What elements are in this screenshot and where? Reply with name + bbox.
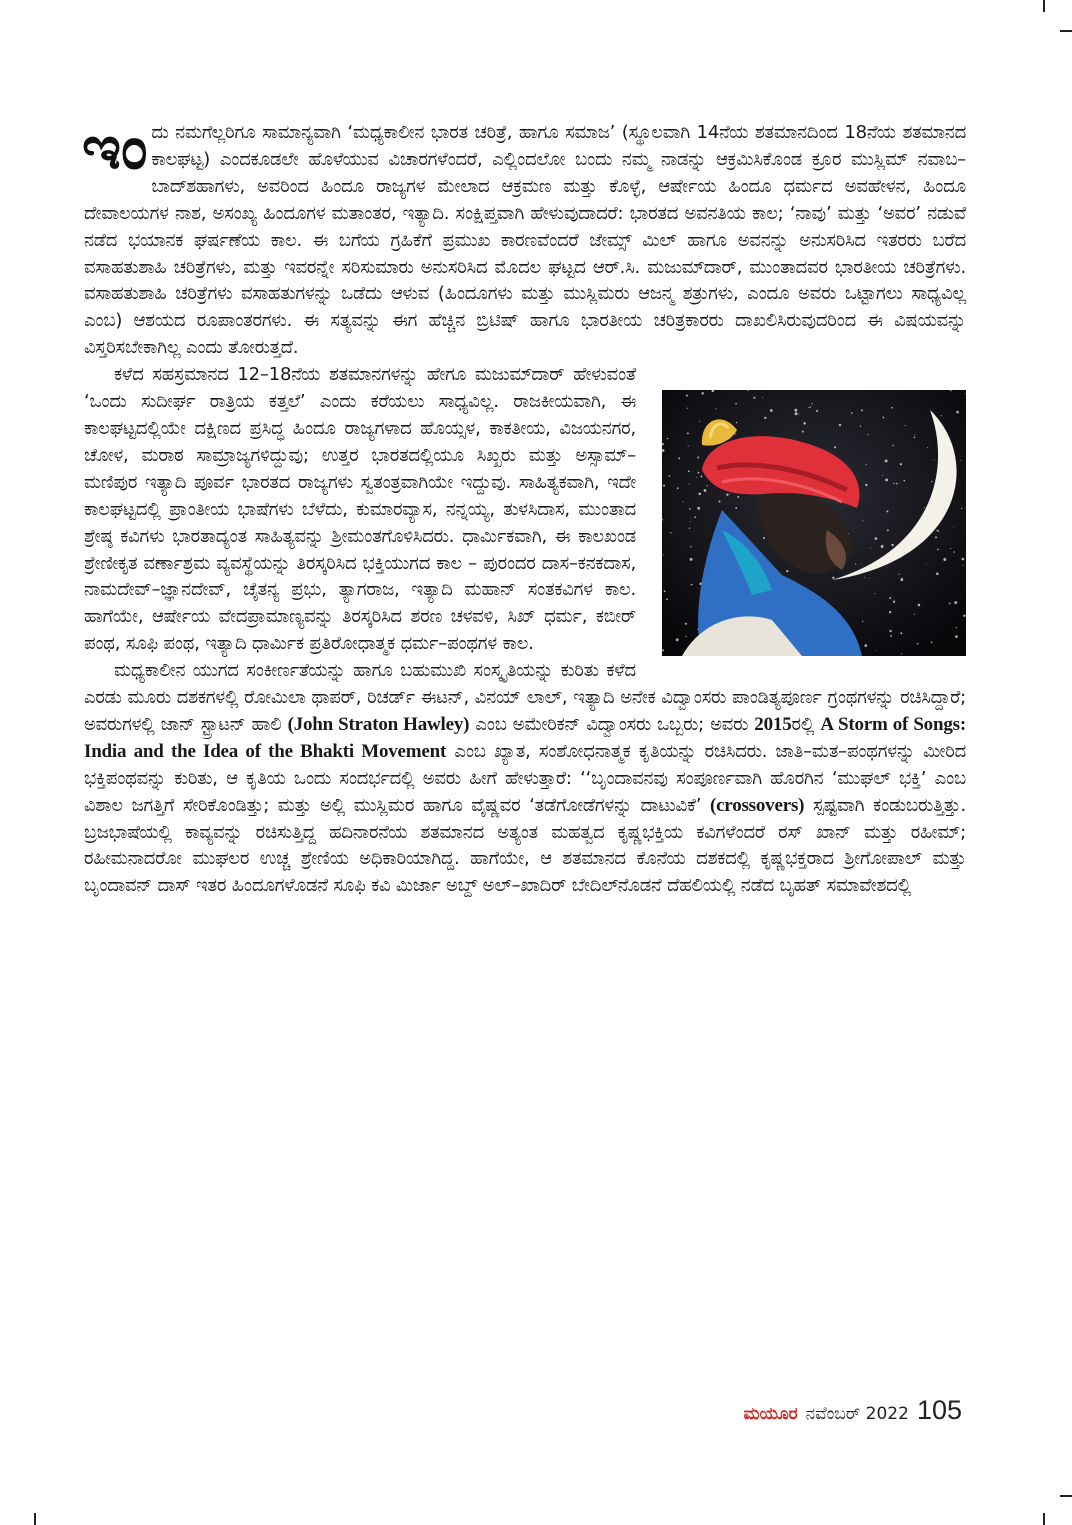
star-speck: [889, 630, 891, 632]
star-speck: [903, 480, 905, 482]
star-speck: [869, 578, 870, 579]
star-speck: [662, 649, 664, 651]
star-speck: [860, 426, 861, 427]
star-speck: [795, 412, 798, 415]
star-speck: [935, 537, 937, 539]
star-speck: [685, 623, 687, 625]
star-speck: [688, 446, 689, 447]
magazine-logo: ಮಯೂರ: [743, 1404, 798, 1424]
star-speck: [924, 507, 925, 508]
crop-mark-right-upper: [1060, 30, 1072, 32]
star-speck: [917, 643, 919, 645]
star-speck: [938, 531, 939, 532]
star-speck: [949, 603, 951, 605]
star-speck: [696, 477, 697, 478]
star-speck: [927, 447, 928, 448]
star-speck: [893, 601, 895, 603]
book-title: A Storm of Songs: India and the Idea of the Bhakti Movement: [84, 713, 966, 762]
star-speck: [864, 644, 867, 647]
paragraph-2-text: ಕಳೆದ ಸಹಸ್ರಮಾನದ 12–18ನೆಯ ಶತಮಾನಗಳನ್ನು ಹೇಗೂ ಮಜುಮ್‍ದಾರ್ ಹೇಳುವಂತೆ ‘ಒಂದು ಸುದೀರ್ಘ ರಾತ್ರಿಯ ಕತ್ತಲೆ’ ಎಂದು ಕರೆಯಲು ಸಾಧ್ಯವಿಲ್ಲ. ರಾಜಕೀಯವಾಗಿ, ಈ ಕಾಲಘಟ್ಟದಲ್ಲಿಯೇ ದಕ್ಷಿಣದ ಪ್ರಸಿದ್ಧ ಹಿಂದೂ ರಾಜ್ಯಗಳಾದ ಹೊಯ್ಸಳ, ಕಾಕತೀಯ, ವಿಜಯನಗರ, ಚೋಳ, ಮರಾಠ ಸಾಮ್ರಾಜ್ಯಗಳಿದ್ದುವು; ಉತ್ತರ ಭಾರತದಲ್ಲಿಯೂ ಸಿಖ್ಖರು ಮತ್ತು ಅಸ್ಸಾಮ್–ಮಣಿಪುರ ಇತ್ಯಾದಿ ಪೂರ್ವ ಭಾರತದ ರಾಜ್ಯಗಳು ಸ್ವತಂತ್ರವಾಗಿಯೇ ಇದ್ದುವು. ಸಾಹಿತ್ಯಕವಾಗಿ, ಇದೇ ಕಾಲಘಟ್ಟದಲ್ಲಿ ಪ್ರಾಂತೀಯ ಭಾಷೆಗಳು ಬೆಳೆದು, ಕುಮಾರವ್ಯಾಸ, ನನ್ನಯ್ಯ, ತುಳಸಿದಾಸ, ಮುಂತಾದ ಶ್ರೇಷ್ಠ ಕವಿಗಳು ಭಾರತಾದ್ಯಂತ ಸಾಹಿತ್ಯವನ್ನು ಶ್ರೀಮಂತಗೊಳಿಸಿದರು. ಧಾರ್ಮಿಕವಾಗಿ, ಈ ಕಾಲಖಂಡ ಶ್ರೇಣೀಕೃತ ವರ್ಣಾಶ್ರಮ ವ್ಯವಸ್ಥೆಯನ್ನು ತಿರಸ್ಕರಿಸಿದ ಭಕ್ತಿಯುಗದ ಕಾಲ – ಪುರಂದರ ದಾಸ–ಕನಕದಾಸ, ನಾಮದೇವ್–ಜ್ಞಾನದೇವ್, ಚೈತನ್ಯ ಪ್ರಭು, ತ್ಯಾಗರಾಜ, ಇತ್ಯಾದಿ ಮಹಾನ್ ಸಂತಕವಿಗಳ ಕಾಲ. ಹಾಗೆಯೇ, ಆರ್ಷೇಯ ವೇದಪ್ರಾಮಾಣ್ಯವನ್ನು ತಿರಸ್ಕರಿಸಿದ ಶರಣ ಚಳವಳಿ, ಸಿಖ್ ಧರ್ಮ, ಕಬೀರ್ ಪಂಥ, ಸೂಫಿ ಪಂಥ, ಇತ್ಯಾದಿ ಧಾರ್ಮಿಕ ಪ್ರತಿರೋಧಾತ್ಮಕ ಧರ್ಮ–ಪಂಥಗಳ ಕಾಲ.: [84, 364, 636, 655]
star-speck: [950, 548, 951, 549]
star-speck: [762, 397, 763, 398]
star-speck: [866, 464, 867, 465]
star-speck: [862, 621, 863, 622]
star-speck: [735, 507, 737, 509]
star-speck: [764, 417, 766, 419]
star-speck: [914, 614, 915, 615]
star-speck: [701, 392, 703, 394]
star-speck: [864, 577, 865, 578]
star-speck: [715, 408, 716, 409]
star-speck: [663, 485, 665, 487]
star-speck: [956, 627, 957, 628]
star-speck: [961, 460, 962, 461]
star-speck: [834, 446, 836, 448]
crop-mark-top-right: [1043, 0, 1045, 12]
star-speck: [855, 564, 856, 565]
star-speck: [670, 532, 671, 533]
star-speck: [686, 636, 687, 637]
star-speck: [953, 527, 954, 528]
star-speck: [726, 494, 728, 496]
crop-mark-right-lower: [1060, 1495, 1072, 1497]
star-speck: [687, 408, 688, 409]
star-speck: [896, 483, 898, 485]
star-speck: [690, 546, 692, 548]
star-speck: [882, 417, 884, 419]
star-speck: [736, 422, 738, 424]
star-speck: [931, 481, 932, 482]
star-speck: [882, 475, 883, 476]
star-speck: [918, 604, 921, 607]
star-speck: [885, 479, 888, 482]
star-speck: [905, 425, 906, 426]
star-speck: [900, 632, 902, 634]
star-speck: [682, 501, 683, 502]
star-speck: [763, 537, 765, 539]
star-speck: [687, 433, 689, 435]
star-speck: [876, 650, 877, 651]
star-speck: [666, 598, 668, 600]
star-speck: [677, 487, 679, 489]
star-speck: [900, 578, 903, 581]
star-speck: [737, 496, 739, 498]
star-speck: [698, 493, 701, 496]
star-speck: [936, 573, 939, 576]
star-speck: [689, 483, 690, 484]
star-speck: [832, 577, 834, 579]
paragraph-3: [84, 658, 966, 900]
star-speck: [808, 407, 809, 408]
star-speck: [803, 422, 806, 425]
star-speck: [689, 508, 691, 510]
star-speck: [898, 574, 899, 575]
star-speck: [729, 494, 730, 495]
star-speck: [955, 635, 958, 638]
star-speck: [678, 458, 680, 460]
paragraph-3-text-b: ಎಂಬ ಅಮೇರಿಕನ್ ವಿದ್ವಾಂಸರು ಒಬ್ಬರು; ಅವರು: [469, 713, 755, 735]
star-speck: [669, 475, 671, 477]
star-speck: [893, 483, 894, 484]
star-speck: [691, 584, 692, 585]
star-speck: [891, 407, 893, 409]
star-speck: [875, 537, 878, 540]
star-speck: [735, 403, 737, 405]
star-speck: [663, 554, 664, 555]
star-speck: [889, 611, 891, 613]
crop-mark-bottom-right: [1043, 1513, 1045, 1525]
star-speck: [963, 615, 965, 617]
star-speck: [934, 460, 935, 461]
star-speck: [956, 411, 959, 414]
star-speck: [816, 410, 818, 412]
drop-cap: ಇಂ: [82, 113, 148, 183]
star-speck: [697, 457, 699, 459]
star-speck: [887, 529, 889, 531]
star-speck: [686, 395, 688, 397]
star-speck: [954, 551, 956, 553]
star-speck: [862, 520, 863, 521]
star-speck: [865, 484, 867, 486]
star-speck: [937, 549, 939, 551]
star-speck: [965, 394, 966, 395]
star-speck: [688, 470, 690, 472]
star-speck: [811, 403, 812, 404]
star-speck: [870, 548, 871, 549]
star-speck: [926, 564, 927, 565]
star-speck: [786, 570, 788, 572]
star-speck: [943, 558, 946, 561]
article-body: [82, 113, 966, 900]
star-speck: [718, 501, 720, 503]
star-speck: [802, 431, 804, 433]
star-speck: [891, 544, 894, 547]
star-speck: [667, 438, 668, 439]
star-speck: [875, 593, 876, 594]
star-speck: [851, 412, 853, 414]
author-name-latin: (John Straton Hawley): [287, 713, 470, 735]
star-speck: [689, 528, 690, 529]
star-speck: [704, 489, 707, 492]
star-speck: [697, 507, 700, 510]
star-speck: [699, 421, 700, 422]
star-speck: [810, 406, 812, 408]
star-speck: [881, 545, 884, 548]
star-speck: [867, 434, 868, 435]
paragraph-3-text-e: ಸ್ಪಷ್ಟವಾಗಿ ಕಂಡುಬರುತ್ತಿತ್ತು. ಬ್ರಜಭಾಷೆಯಲ್ಲಿ ಕಾವ್ಯವನ್ನು ರಚಿಸುತ್ತಿದ್ದ ಹದಿನಾರನೆಯ ಶತಮಾನದ ಅತ್ಯಂತ ಮಹತ್ವದ ಕೃಷ್ಣಭಕ್ತಿಯ ಕವಿಗಳೆಂದರೆ ರಸ್ ಖಾನ್ ಮತ್ತು ರಹೀಮ್; ರಹೀಮನಾದರೋ ಮುಘಲರ ಉಚ್ಚ ಶ್ರೇಣಿಯ ಅಧಿಕಾರಿಯಾಗಿದ್ದ. ಹಾಗೆಯೇ, ಆ ಶತಮಾನದ ಕೊನೆಯ ದಶಕದಲ್ಲಿ ಕೃಷ್ಣಭಕ್ತರಾದ ಶ್ರೀಗೋಪಾಲ್ ಮತ್ತು ಬೃಂದಾವನ್ ದಾಸ್ ಇತರ ಹಿಂದೂಗಳೊಡನೆ ಸೂಫಿ ಕವಿ ಮಿರ್ಜಾ ಅಬ್ದ್ ಅಲ್–ಖಾದಿರ್ ಬೇದಿಲ್‍ನೊಡನೆ ದೆಹಲಿಯಲ್ಲಿ ನಡೆದ ಬೃಹತ್ ಸಮಾವೇಶದಲ್ಲಿ: [84, 794, 966, 897]
star-speck: [941, 415, 942, 416]
star-speck: [664, 590, 666, 592]
star-speck: [861, 410, 863, 412]
paragraph-1: [82, 113, 966, 362]
publication-year: 2015: [754, 713, 792, 735]
paragraph-2: [84, 362, 966, 658]
painting-turbaned-figure-crescent-moon-icon: [662, 390, 966, 656]
star-speck: [962, 558, 965, 561]
star-speck: [954, 601, 957, 604]
star-speck: [701, 476, 703, 478]
star-speck: [694, 516, 696, 518]
star-speck: [798, 414, 799, 415]
crossovers-term: (crossovers): [709, 794, 805, 816]
page-footer: [743, 1395, 962, 1426]
star-speck: [707, 485, 708, 486]
star-speck: [889, 597, 891, 599]
star-speck: [794, 409, 797, 412]
star-speck: [914, 437, 916, 439]
star-speck: [886, 511, 888, 513]
star-speck: [892, 445, 894, 447]
issue-date: ನವೆಂಬರ್ 2022: [805, 1404, 909, 1424]
paragraph-1-text: ದು ನಮಗೆಲ್ಲರಿಗೂ ಸಾಮಾನ್ಯವಾಗಿ ‘ಮಧ್ಯಕಾಲೀನ ಭಾರತ ಚರಿತ್ರೆ, ಹಾಗೂ ಸಮಾಜ’ (ಸ್ಥೂಲವಾಗಿ 14ನೆಯ ಶತಮಾನದಿಂದ 18ನೆಯ ಶತಮಾನದ ಕಾಲಘಟ್ಟ) ಎಂದಕೂಡಲೇ ಹೊಳೆಯುವ ವಿಚಾರಗಳೆಂದರೆ, ಎಲ್ಲಿಂದಲೋ ಬಂದು ನಮ್ಮ ನಾಡನ್ನು ಆಕ್ರಮಿಸಿಕೊಂಡ ಕ್ರೂರ ಮುಸ್ಲಿಮ್ ನವಾಬ–ಬಾದ್‍ಶಹಾಗಳು, ಅವರಿಂದ ಹಿಂದೂ ರಾಜ್ಯಗಳ ಮೇಲಾದ ಆಕ್ರಮಣ ಮತ್ತು ಕೊಳ್ಳೆ, ಆರ್ಷೇಯ ಹಿಂದೂ ಧರ್ಮದ ಅವಹೇಳನ, ಹಿಂದೂ ದೇವಾಲಯಗಳ ನಾಶ, ಅಸಂಖ್ಯ ಹಿಂದೂಗಳ ಮತಾಂತರ, ಇತ್ಯಾದಿ. ಸಂಕ್ಷಿಪ್ತವಾಗಿ ಹೇಳುವುದಾದರೆ: ಭಾರತದ ಅವನತಿಯ ಕಾಲ; ‘ನಾವು’ ಮತ್ತು ‘ಅವರ’ ನಡುವೆ ನಡೆದ ಭಯಾನಕ ಘರ್ಷಣೆಯ ಕಾಲ. ಈ ಬಗೆಯ ಗ್ರಹಿಕೆಗೆ ಪ್ರಮುಖ ಕಾರಣವೆಂದರೆ ಜೇಮ್ಸ್ ಮಿಲ್ ಹಾಗೂ ಅವನನ್ನು ಅನುಸರಿಸಿದ ಇತರರು ಬರೆದ ವಸಾಹತುಶಾಹಿ ಚರಿತ್ರೆಗಳು, ಮತ್ತು ಇವರನ್ನೇ ಸರಿಸುಮಾರು ಅನುಸರಿಸಿದ ಮೊದಲ ಘಟ್ಟದ ಆರ್.ಸಿ. ಮಜುಮ್‍ದಾರ್, ಮುಂತಾದವರ ಭಾರತೀಯ ಚರಿತ್ರೆಗಳು. ವಸಾಹತುಶಾಹಿ ಚರಿತ್ರೆಗಳು ವಸಾಹತುಗಳನ್ನು ಒಡೆದು ಆಳುವ (ಹಿಂದೂಗಳು ಮತ್ತು ಮುಸ್ಲಿಮರು ಆಜನ್ಮ ಶತ್ರುಗಳು, ಎಂದೂ ಅವರು ಒಟ್ಟಾಗಲು ಸಾಧ್ಯವಿಲ್ಲ ಎಂಬ) ಆಶಯದ ರೂಪಾಂತರಗಳು. ಈ ಸತ್ಯವನ್ನು ಈಗ ಹೆಚ್ಚಿನ ಬ್ರಿಟಿಷ್ ಹಾಗೂ ಭಾರತೀಯ ಚರಿತ್ರಕಾರರು ದಾಖಲಿಸಿರುವುದರಿಂದ ಈ ವಿಷಯವನ್ನು ವಿಸ್ತರಿಸಬೇಕಾಗಿಲ್ಲ ಎಂದು ತೋರುತ್ತದೆ.: [84, 122, 966, 359]
star-speck: [839, 424, 841, 426]
star-speck: [690, 521, 691, 522]
star-speck: [735, 434, 736, 435]
star-speck: [914, 435, 915, 436]
paragraph-3-text-d: ಎಂಬ ಖ್ಯಾತ, ಸಂಶೋಧನಾತ್ಮಕ ಕೃತಿಯನ್ನು ರಚಿಸಿದರು. ಜಾತಿ–ಮತ–ಪಂಥಗಳನ್ನು ಮೀರಿದ ಭಕ್ತಿಪಂಥವನ್ನು ಕುರಿತು, ಆ ಕೃತಿಯ ಒಂದು ಸಂದರ್ಭದಲ್ಲಿ ಅವರು ಹೀಗೆ ಹೇಳುತ್ತಾರೆ: ‘‘ಬೃಂದಾವನವು ಸಂಪೂರ್ಣವಾಗಿ ಹೊರಗಿನ ‘ಮುಘಲ್ ಭಕ್ತಿ’ ಎಂಬ ವಿಶಾಲ ಜಗತ್ತಿಗೆ ಸೇರಿಕೊಂಡಿತ್ತು; ಮತ್ತು ಅಲ್ಲಿ ಮುಸ್ಲಿಮರ ಹಾಗೂ ವೈಷ್ಣವರ ‘ತಡೆಗೋಡೆಗಳನ್ನು ದಾಟುವಿಕೆ’: [84, 740, 966, 816]
paragraph-3-text-c: ರಲ್ಲಿ: [791, 713, 821, 735]
illustration: [662, 390, 966, 656]
crop-mark-bottom-left: [34, 1513, 36, 1525]
star-speck: [890, 635, 892, 637]
star-speck: [690, 558, 693, 561]
star-speck: [885, 460, 888, 463]
paragraph-3-text-a: ಮಧ್ಯಕಾಲೀನ ಯುಗದ ಸಂಕೀರ್ಣತೆಯನ್ನು ಹಾಗೂ ಬಹುಮುಖಿ ಸಂಸ್ಕೃತಿಯನ್ನು ಕುರಿತು ಕಳೆದ ಎರಡು ಮೂರು ದಶಕಗಳಲ್ಲಿ ರೋಮಿಲಾ ಥಾಪರ್, ರಿಚರ್ಡ್ ಈಟನ್, ವಿನಯ್ ಲಾಲ್, ಇತ್ಯಾದಿ ಅನೇಕ ವಿದ್ವಾಂಸರು ಪಾಂಡಿತ್ಯಪೂರ್ಣ ಗ್ರಂಥಗಳನ್ನು ರಚಿಸಿದ್ದಾರೆ; ಅವರುಗಳಲ್ಲಿ ಜಾನ್ ಸ್ಟ್ರಾಟನ್ ಹಾಲಿ: [84, 660, 966, 735]
star-speck: [770, 409, 773, 412]
star-speck: [963, 565, 964, 566]
star-speck: [931, 642, 933, 644]
star-speck: [753, 397, 755, 399]
page-number: 105: [916, 1395, 962, 1425]
star-speck: [961, 508, 962, 509]
star-speck: [698, 472, 700, 474]
star-speck: [901, 653, 902, 654]
star-speck: [900, 463, 902, 465]
star-speck: [676, 638, 679, 641]
